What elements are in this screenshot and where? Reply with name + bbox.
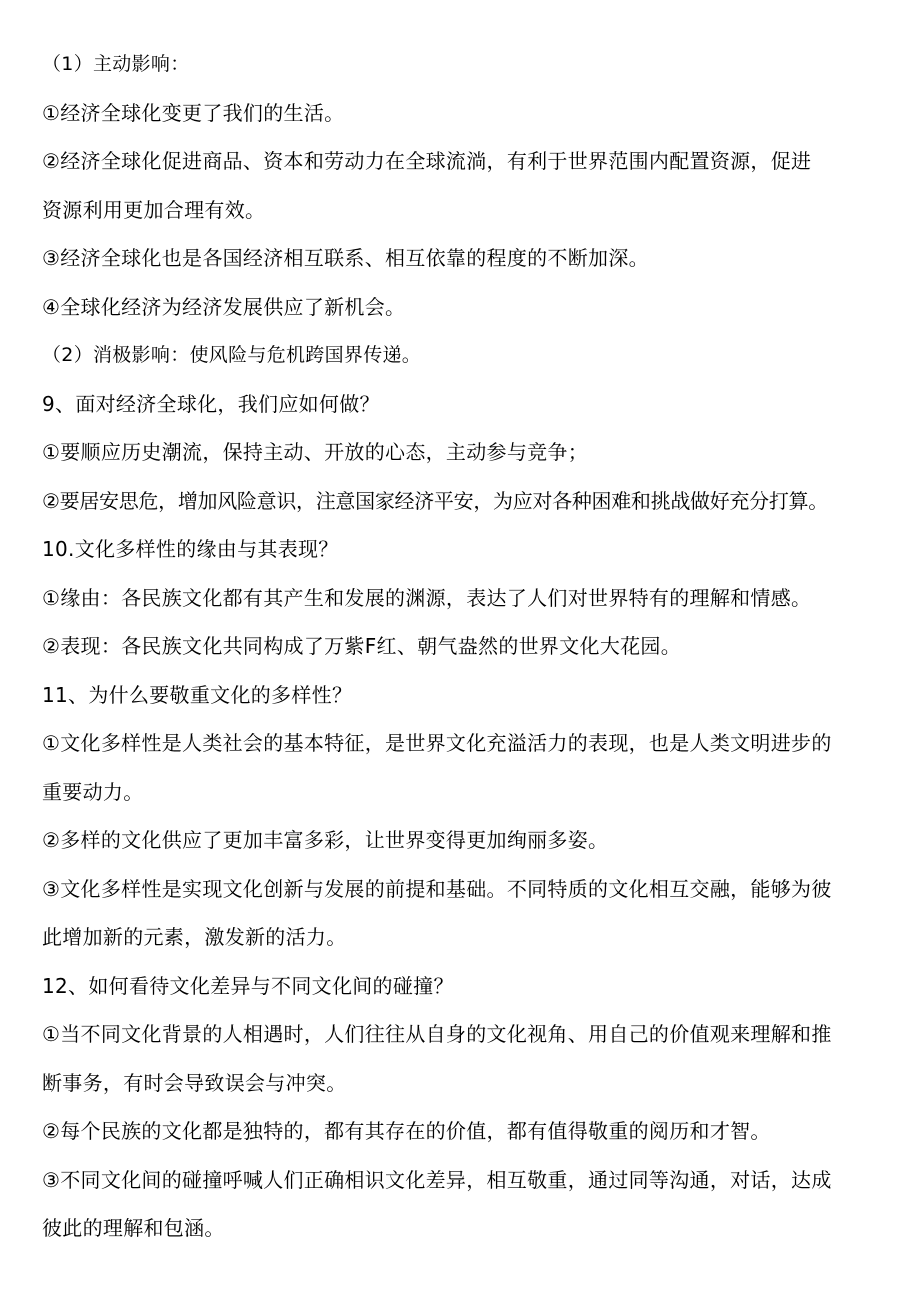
text-line: ②要居安思危，增加风险意识，注意国家经济平安，为应对各种困难和挑战做好充分打算。 xyxy=(42,488,828,513)
text-line: 重要动力。 xyxy=(42,779,144,804)
text-line: ③经济全球化也是各国经济相互联系、相互依靠的程度的不断加深。 xyxy=(42,246,649,270)
text-line: ②多样的文化供应了更加丰富多彩，让世界变得更加绚丽多姿。 xyxy=(42,828,609,852)
question-heading-11: 11、为什么要敬重文化的多样性？ xyxy=(42,682,353,707)
text-line: ①当不同文化背景的人相遇时，人们往往从自身的文化视角、用自己的价值观来理解和推 xyxy=(42,1022,832,1046)
text-line: ①文化多样性是人类社会的基本特征，是世界文化充溢活力的表现，也是人类文明进步的 xyxy=(42,731,832,755)
sub-heading-positive-impact: （1）主动影响： xyxy=(42,53,190,75)
question-heading-9: 9、面对经济全球化，我们应如何做？ xyxy=(42,391,380,416)
text-line: ①经济全球化变更了我们的生活。 xyxy=(42,100,345,125)
text-line: ①要顺应历史潮流，保持主动、开放的心态，主动参与竞争； xyxy=(42,440,589,464)
document-page xyxy=(42,40,882,1253)
text-line: ④全球化经济为经济发展供应了新机会。 xyxy=(42,294,406,319)
text-line: ②每个民族的文化都是独特的，都有其存在的价值，都有值得敬重的阅历和才智。 xyxy=(42,1119,771,1143)
text-line: ②经济全球化促进商品、资本和劳动力在全球流淌，有利于世界范围内配置资源，促进 xyxy=(42,149,812,173)
question-heading-10: 10.文化多样性的缘由与其表现？ xyxy=(42,537,339,561)
sub-heading-negative-impact: （2）消极影响：使风险与危机跨国界传递。 xyxy=(42,344,422,366)
text-line: ③文化多样性是实现文化创新与发展的前提和基础。不同特质的文化相互交融，能够为彼 xyxy=(42,876,832,901)
text-line: 断事务，有时会导致误会与冲突。 xyxy=(42,1070,347,1095)
text-line: ②表现：各民族文化共同构成了万紫F红、朝气盎然的世界文化大花园。 xyxy=(42,634,682,658)
text-line: 此增加新的元素，激发新的活力。 xyxy=(42,925,347,949)
text-line: 资源利用更加合理有效。 xyxy=(42,197,266,222)
text-line: ③不同文化间的碰撞呼喊人们正确相识文化差异，相互敬重，通过同等沟通，对话，达成 xyxy=(42,1167,832,1192)
question-heading-12: 12、如何看待文化差异与不同文化间的碰撞？ xyxy=(42,973,454,998)
text-line: ①缘由：各民族文化都有其产生和发展的渊源，表达了人们对世界特有的理解和情感。 xyxy=(42,585,812,610)
text-line: 彼此的理解和包涵。 xyxy=(42,1216,225,1240)
